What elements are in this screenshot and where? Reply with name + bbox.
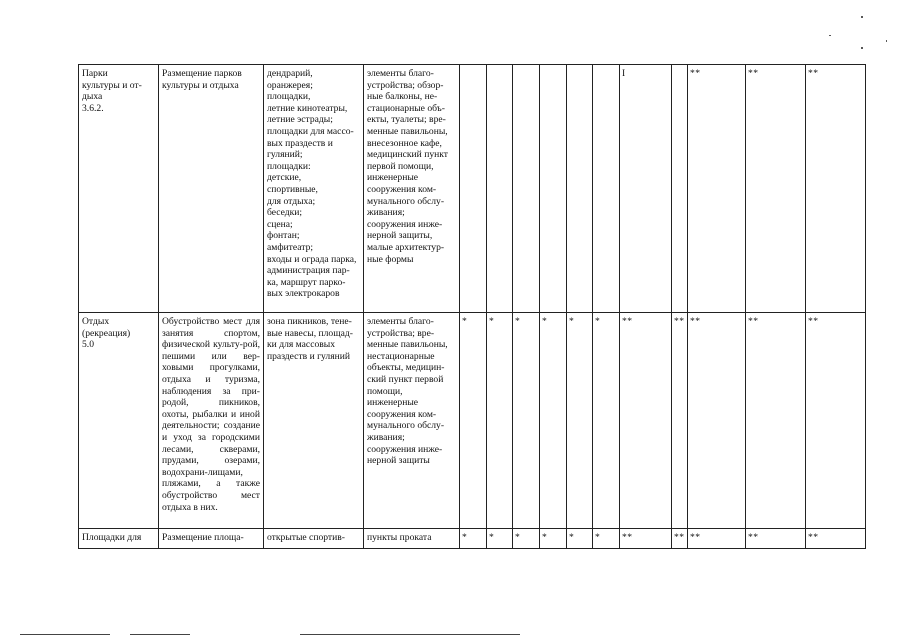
zone-mark-cell: * xyxy=(540,313,567,529)
auxiliary-objects-cell: элементы благо- устройства; обзор- ные балконы, не- стационарные объ- екты, туалеты; вре- менные павильоны, внесезонное кафе, медицинский пункт первой помощи, инженерные сооружения ком- мунального обслу- живания; сооружения инже- нерной защиты, малые архитектур- ные формы xyxy=(364,65,460,313)
zone-mark-cell: * xyxy=(593,313,620,529)
zone-mark-cell: * xyxy=(593,529,620,549)
scan-speck xyxy=(886,40,887,42)
zone-mark-cell: * xyxy=(487,529,513,549)
use-description-cell: Размещение площа- xyxy=(159,529,264,549)
zone-mark-cell: * xyxy=(513,529,540,549)
zone-mark-cell: * xyxy=(487,313,513,529)
table-row xyxy=(79,313,866,529)
main-objects-cell: зона пикников, тене- вые навесы, площад- ки для массовых праздеств и гуляний xyxy=(264,313,364,529)
zone-mark-cell xyxy=(672,65,688,313)
scan-edge-line xyxy=(300,634,520,635)
auxiliary-objects-cell: элементы благо- устройства; вре- менные павильоны, нестационарные объекты, медицин- ский пункт первой помощи, инженерные сооружения ком- мунального обслу- живания; сооружения инже- нерной защиты xyxy=(364,313,460,529)
auxiliary-objects-cell: пункты проката xyxy=(364,529,460,549)
zone-mark-cell: * xyxy=(513,313,540,529)
zone-mark-cell xyxy=(487,65,513,313)
land-use-type-cell: Площадки для xyxy=(79,529,159,549)
main-objects-cell: дендрарий, оранжерея; площадки, летние кинотеатры, летние эстрады; площадки для массо- вых праздеств и гуляний; площадки: детские, спортивные, для отдыха; беседки; сцена; фонтан; амфитеатр; входы и ограда парка, администрация пар- ка, маршрут парко- вых электрокаров xyxy=(264,65,364,313)
main-objects-cell: открытые спортив- xyxy=(264,529,364,549)
zone-mark-cell xyxy=(513,65,540,313)
zone-mark-cell xyxy=(540,65,567,313)
land-use-regulations-table xyxy=(78,64,866,549)
zone-mark-cell xyxy=(593,65,620,313)
zone-mark-cell: ** xyxy=(688,529,746,549)
zone-mark-cell: * xyxy=(567,529,593,549)
zone-mark-cell: I xyxy=(620,65,672,313)
use-description-cell: Обустройство мест для занятия спортом, физической культу-рой, пешими или вер-ховыми прогулками, отдыха и туризма, наблюдения за при-родой, пикников, охоты, рыбалки и иной деятельности; создание и уход за городскими лесами, скверами, прудами, озерами, водохрани-лищами, пляжами, а также обустройство мест отдыха в них. xyxy=(159,313,264,529)
scan-edge-line xyxy=(20,634,110,635)
zone-mark-cell: ** xyxy=(620,529,672,549)
scan-speck xyxy=(861,16,863,18)
zone-mark-cell: ** xyxy=(672,313,688,529)
table-row xyxy=(79,529,866,549)
use-description-cell: Размещение парков культуры и отдыха xyxy=(159,65,264,313)
scan-edge-line xyxy=(130,634,190,635)
zone-mark-cell: ** xyxy=(746,313,806,529)
zone-mark-cell: ** xyxy=(806,313,866,529)
zone-mark-cell: ** xyxy=(746,65,806,313)
land-use-type-cell: Парки культуры и от- дыха 3.6.2. xyxy=(79,65,159,313)
table-row xyxy=(79,65,866,313)
zone-mark-cell: ** xyxy=(672,529,688,549)
scan-speck xyxy=(829,35,831,36)
zone-mark-cell: * xyxy=(540,529,567,549)
zone-mark-cell: ** xyxy=(688,65,746,313)
zone-mark-cell: ** xyxy=(620,313,672,529)
zone-mark-cell: * xyxy=(567,313,593,529)
land-use-type-cell: Отдых (рекреация) 5.0 xyxy=(79,313,159,529)
zone-mark-cell xyxy=(460,65,487,313)
zone-mark-cell: * xyxy=(460,313,487,529)
zone-mark-cell: ** xyxy=(746,529,806,549)
zone-mark-cell: ** xyxy=(806,65,866,313)
zone-mark-cell: * xyxy=(460,529,487,549)
scan-speck xyxy=(861,47,863,49)
zone-mark-cell: ** xyxy=(806,529,866,549)
zone-mark-cell: ** xyxy=(688,313,746,529)
zone-mark-cell xyxy=(567,65,593,313)
